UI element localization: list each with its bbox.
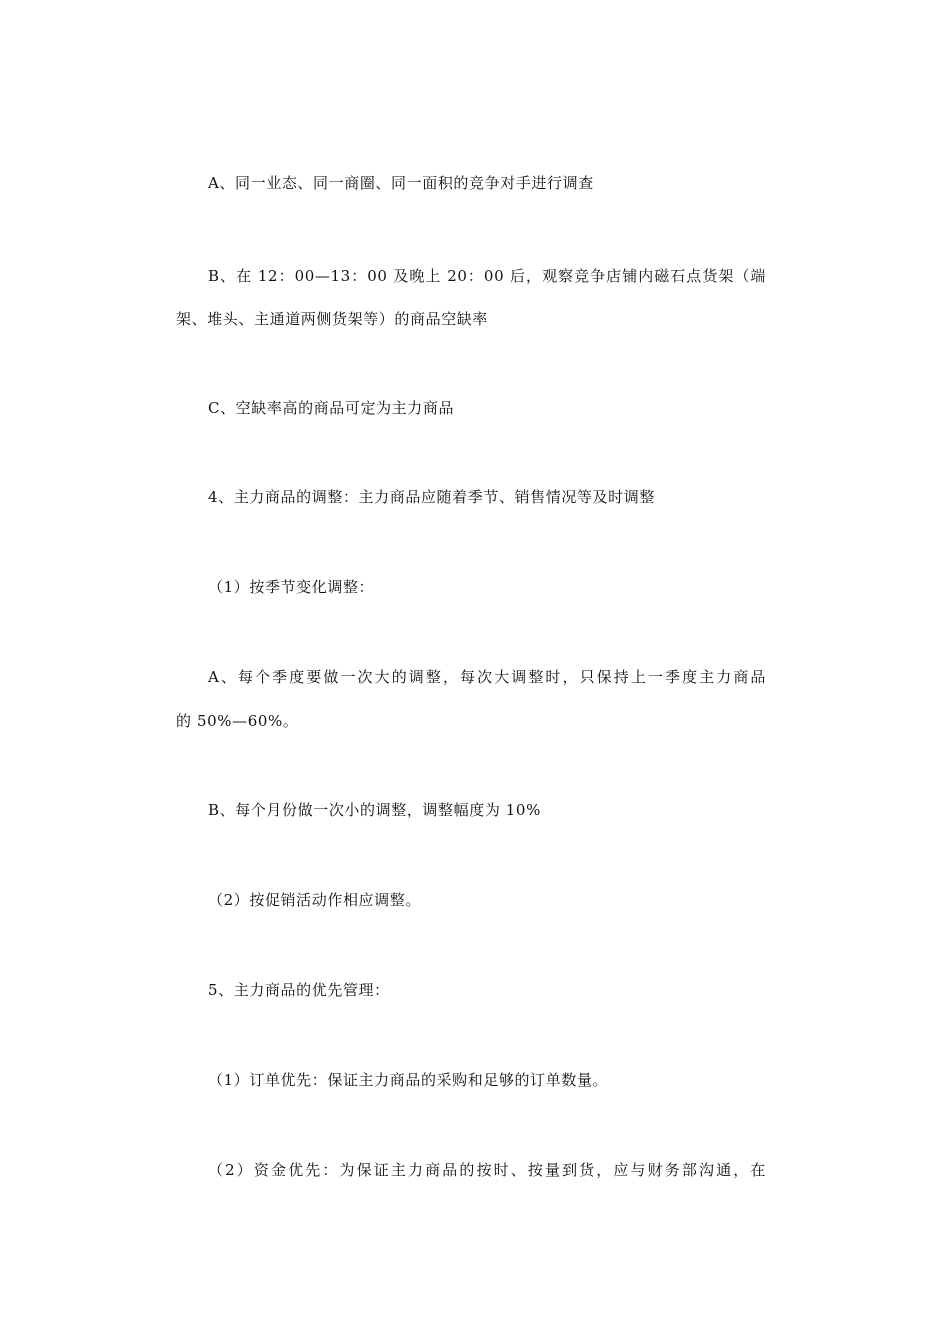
paragraph-funding-priority: （2）资金优先：为保证主力商品的按时、按量到货，应与财务部沟通，在	[208, 1161, 766, 1179]
subheading-promotion-adjustment: （2）按促销活动作相应调整。	[208, 891, 421, 909]
paragraph-vacancy-rate: C、空缺率高的商品可定为主力商品	[208, 399, 455, 417]
heading-adjustment: 4、主力商品的调整：主力商品应随着季节、销售情况等及时调整	[208, 488, 655, 506]
subheading-seasonal-adjustment: （1）按季节变化调整：	[208, 578, 375, 596]
paragraph-observe-shelves-line1: B、在 12：00—13：00 及晚上 20：00 后，观察竞争店铺内磁石点货架（端	[208, 267, 766, 285]
paragraph-monthly-adjustment: B、每个月份做一次小的调整，调整幅度为 10%	[208, 801, 541, 819]
paragraph-quarterly-adjustment-line2: 的 50%—60%。	[176, 712, 299, 730]
paragraph-observe-shelves-line2: 架、堆头、主通道两侧货架等）的商品空缺率	[176, 310, 489, 328]
paragraph-order-priority: （1）订单优先：保证主力商品的采购和足够的订单数量。	[208, 1071, 609, 1089]
paragraph-competitor-survey: A、同一业态、同一商圈、同一面积的竞争对手进行调查	[208, 174, 594, 192]
heading-priority-management: 5、主力商品的优先管理：	[208, 981, 390, 999]
paragraph-quarterly-adjustment-line1: A、每个季度要做一次大的调整，每次大调整时，只保持上一季度主力商品	[208, 668, 766, 686]
